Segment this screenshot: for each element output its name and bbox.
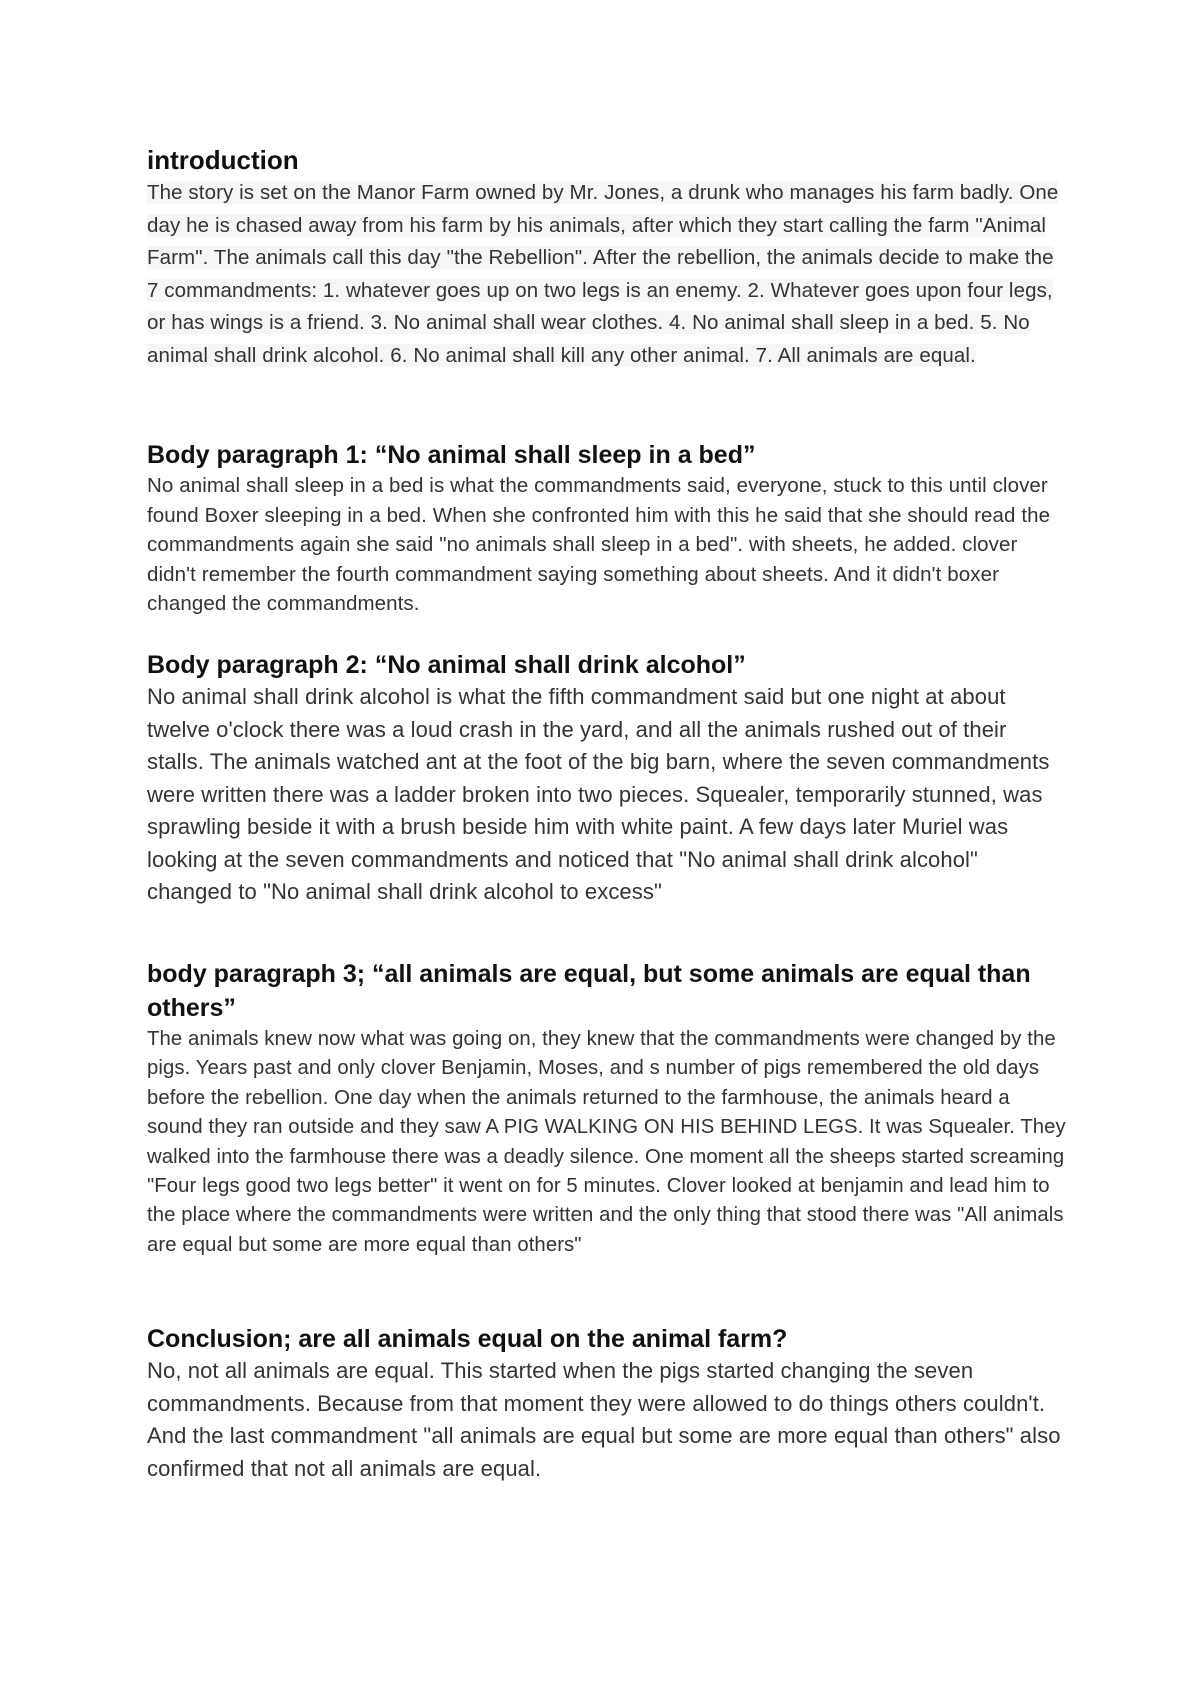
body-paragraph-1-heading: Body paragraph 1: “No animal shall sleep in a bed”	[147, 441, 756, 469]
body-paragraph-2-heading: Body paragraph 2: “No animal shall drink alcohol”	[147, 651, 746, 679]
body-paragraph-3-text: The animals knew now what was going on, they knew that the commandments were changed by the pigs. Years past and only clover Benjamin, Moses, and s number of pigs remembered the old days before the rebellion. One day when the animals returned to the farmhouse, the animals heard a sound they ran outside and they saw A PIG WALKING ON HIS BEHIND LEGS. It was Squealer. They walked into the farmhouse there was a deadly silence. One moment all the sheeps started screaming "Four legs good two legs better" it went on for 5 minutes. Clover looked at benjamin and lead him to the place where the commandments were written and the only thing that stood there was "All animals are equal but some are more equal than others"	[147, 1028, 1066, 1256]
body-paragraph-1-section	[147, 439, 1067, 649]
body-paragraph-1-text: No animal shall sleep in a bed is what the commandments said, everyone, stuck to this until clover found Boxer sleeping in a bed. When she confronted him with this he said that she should read the commandments again she said "no animals shall sleep in a bed". with sheets, he added. clover didn't remember the fourth commandment saying something about sheets. And it didn't boxer changed the commandments.	[147, 474, 1051, 615]
document-page	[147, 143, 1067, 1485]
body-paragraph-3-section	[147, 957, 1067, 1323]
conclusion-text: No, not all animals are equal. This started when the pigs started changing the seven commandments. Because from that moment they were allowed to do things others couldn't. And the last commandment "all animals are equal but some are more equal than others" also confirmed that not all animals are equal.	[147, 1358, 1061, 1481]
body-paragraph-3-heading: body paragraph 3; “all animals are equal, but some animals are equal than others”	[147, 960, 1031, 1022]
introduction-heading: introduction	[147, 145, 299, 175]
conclusion-heading: Conclusion; are all animals equal on the animal farm?	[147, 1325, 788, 1353]
introduction-section	[147, 143, 1067, 439]
body-paragraph-2-section	[147, 649, 1067, 957]
body-paragraph-2-text: No animal shall drink alcohol is what the fifth commandment said but one night at about twelve o'clock there was a loud crash in the yard, and all the animals rushed out of their stalls. The animals watched ant at the foot of the big barn, where the seven commandments were written there was a ladder broken into two pieces. Squealer, temporarily stunned, was sprawling beside it with a brush beside him with white paint. A few days later Muriel was looking at the seven commandments and noticed that "No animal shall drink alcohol" changed to "No animal shall drink alcohol to excess"	[147, 684, 1050, 904]
conclusion-section	[147, 1323, 1067, 1485]
introduction-paragraph: The story is set on the Manor Farm owned by Mr. Jones, a drunk who manages his farm badly. One day he is chased away from his farm by his animals, after which they start calling the farm "Animal Farm". The animals call this day "the Rebellion". After the rebellion, the animals decide to make the 7 commandments: 1. whatever goes up on two legs is an enemy. 2. Whatever goes upon four legs, or has wings is a friend. 3. No animal shall wear clothes. 4. No animal shall sleep in a bed. 5. No animal shall drink alcohol. 6. No animal shall kill any other animal. 7. All animals are equal.	[147, 181, 1059, 367]
